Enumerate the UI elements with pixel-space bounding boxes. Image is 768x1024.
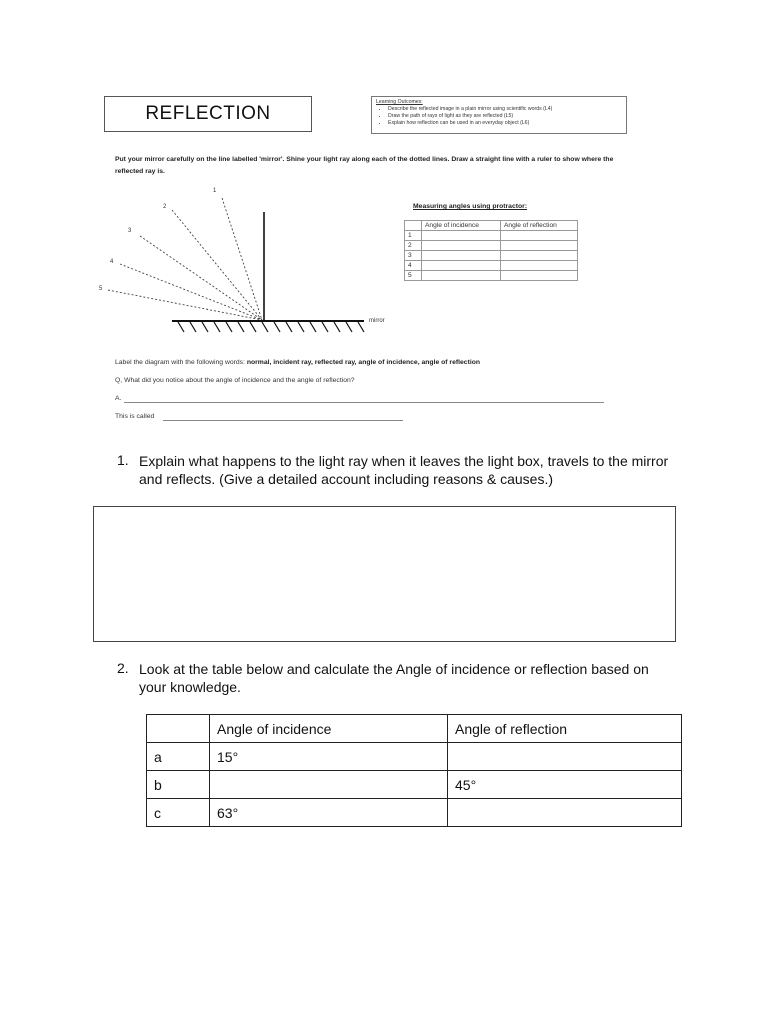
answer-cell[interactable] [501, 241, 578, 251]
learning-outcome-item: • Describe the reflected image in a plain mirror using scientific words (L4) [388, 106, 622, 113]
table-row [147, 799, 682, 827]
ray-3 [140, 236, 262, 320]
table-row [147, 743, 682, 771]
table-header-cell: Angle of incidence [210, 715, 448, 743]
answer-cell[interactable] [501, 271, 578, 281]
question-1-text: Explain what happens to the light ray when it leaves the light box, travels to the mirror and reflects. (Give a detailed account including reasons & causes.) [139, 453, 669, 487]
table-header-cell [405, 221, 422, 231]
question-1-number: 1. [117, 452, 129, 468]
row-number: 4 [405, 261, 422, 271]
answer-line[interactable] [124, 402, 604, 403]
table-row [405, 231, 578, 241]
answer-cell[interactable] [422, 271, 501, 281]
answer-cell[interactable] [422, 231, 501, 241]
learning-outcome-item: • Explain how reflection can be used in an everyday object (L6) [388, 120, 622, 127]
label-instruction [115, 359, 480, 366]
reflection-cell[interactable] [448, 743, 682, 771]
ray-label: 2 [163, 204, 167, 210]
table-row [405, 271, 578, 281]
answer-prefix: A. [115, 395, 122, 402]
table-header-cell: Angle of reflection [501, 221, 578, 231]
table-row [147, 771, 682, 799]
ray-label: 1 [213, 188, 217, 194]
answer-cell[interactable] [501, 231, 578, 241]
learning-outcomes-heading: Learning Outcomes: [376, 99, 423, 105]
mirror-label: mirror [369, 318, 385, 324]
label-instruction-prefix: Label the diagram with the following words: [115, 359, 247, 366]
question-2-text: Look at the table below and calculate the Angle of incidence or reflection based on your knowledge. [139, 661, 649, 695]
this-is-called-label: This is called [115, 413, 155, 420]
mirror-instructions: Put your mirror carefully on the line labelled 'mirror'. Shine your light ray along each of the dotted lines. Draw a straight line with a ruler to show where the reflected ray is. [115, 156, 614, 175]
answer-cell[interactable] [422, 261, 501, 271]
ray-5 [108, 290, 262, 320]
table-row [405, 251, 578, 261]
row-key: c [147, 799, 210, 827]
angle-table [146, 714, 682, 827]
reflection-cell[interactable] [448, 799, 682, 827]
ray-2 [172, 210, 262, 320]
row-number: 5 [405, 271, 422, 281]
row-number: 3 [405, 251, 422, 261]
answer-cell[interactable] [422, 251, 501, 261]
ray-1 [222, 198, 262, 320]
answer-cell[interactable] [501, 251, 578, 261]
incidence-cell: 63° [210, 799, 448, 827]
table-header-cell: Angle of incidence [422, 221, 501, 231]
ray-label: 3 [128, 228, 132, 234]
answer-cell[interactable] [501, 261, 578, 271]
row-key: a [147, 743, 210, 771]
learning-outcome-item: • Draw the path of rays of light as they are reflected (L5) [388, 113, 622, 120]
row-key: b [147, 771, 210, 799]
table-row [405, 241, 578, 251]
ray-label: 5 [99, 286, 103, 292]
table-header-row [147, 715, 682, 743]
table-row [405, 261, 578, 271]
ray-label: 4 [110, 259, 114, 265]
mirror-hatching [178, 322, 364, 332]
incidence-cell: 15° [210, 743, 448, 771]
question-2-number: 2. [117, 660, 129, 676]
incidence-cell[interactable] [210, 771, 448, 799]
protractor-table-title: Measuring angles using protractor: [413, 203, 528, 210]
answer-cell[interactable] [422, 241, 501, 251]
page-title: REFLECTION [104, 96, 312, 132]
protractor-table [404, 220, 578, 281]
this-is-called-line[interactable] [163, 420, 403, 421]
reflection-cell: 45° [448, 771, 682, 799]
table-header-cell [147, 715, 210, 743]
row-number: 1 [405, 231, 422, 241]
row-number: 2 [405, 241, 422, 251]
question-1-answer-box[interactable] [93, 506, 676, 642]
notice-question: Q, What did you notice about the angle of incidence and the angle of reflection? [115, 377, 355, 384]
ray-4 [120, 264, 262, 320]
table-header-cell: Angle of reflection [448, 715, 682, 743]
label-words: normal, incident ray, reflected ray, angle of incidence, angle of reflection [246, 359, 481, 366]
table-header-row [405, 221, 578, 231]
